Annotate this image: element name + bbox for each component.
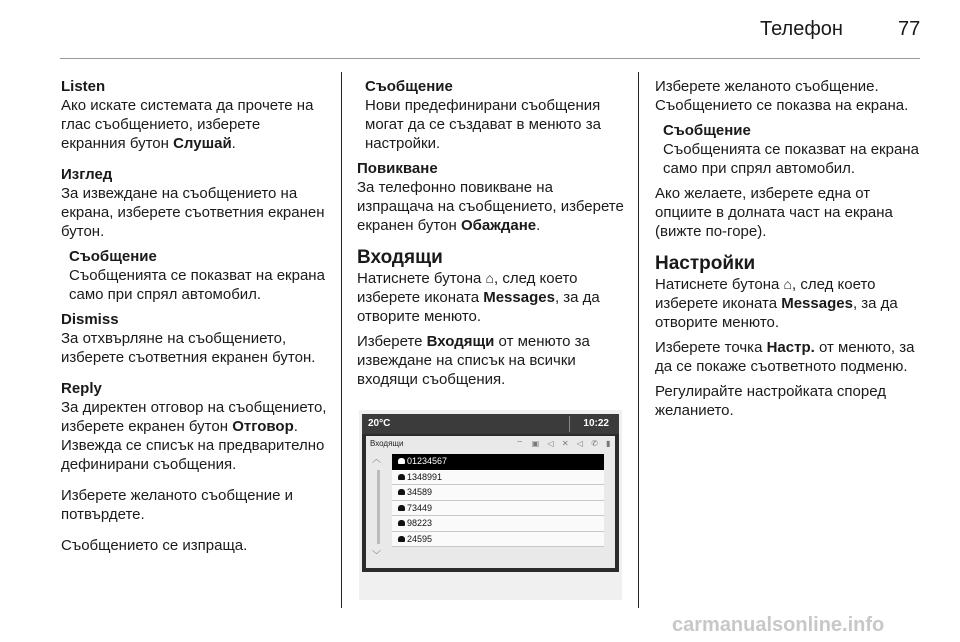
- note-box-3: [655, 121, 925, 178]
- call-text: За телефонно повикване на изпращача на съобщението, изберете екранен бутон Обаждане.: [357, 179, 624, 234]
- message-list: [392, 454, 604, 547]
- settings-p1: Натиснете бутона ⌂, след което изберете иконата Messages, за да отворите менюто.: [655, 276, 898, 331]
- listen-title: Listen: [61, 78, 106, 95]
- message-icon: [398, 474, 405, 480]
- message-icon: [398, 458, 405, 464]
- column-divider-1: [341, 72, 342, 608]
- inbox-screen-image: [359, 410, 622, 600]
- list-item: 1348991: [392, 470, 604, 486]
- list-item: 98223: [392, 516, 604, 532]
- column-3: [655, 77, 925, 432]
- sent-text: Съобщението се изпраща.: [61, 537, 248, 554]
- message-icon: [398, 489, 405, 495]
- inbox-p1: Натиснете бутона ⌂, след което изберете иконата Messages, за да отворите менюто.: [357, 270, 600, 325]
- inbox-p2: Изберете Входящи от менюто за извеждане на списък на всички входящи съобщения.: [357, 333, 590, 388]
- reply-text: За директен отговор на съобщението, изберете екранен бутон Отговор. Извежда се списък на предварително дефинирани съобщения.: [61, 399, 327, 473]
- dismiss-title: Dismiss: [61, 311, 119, 328]
- watermark: carmanualsonline.info: [672, 614, 885, 636]
- dismiss-text: За отхвърляне на съобщението, изберете съответния екранен бутон.: [61, 330, 316, 366]
- note2-text: Нови предефинирани съобщения могат да се създават в менюто за настройки.: [365, 97, 601, 152]
- list-item: 73449: [392, 501, 604, 517]
- scroll-down-icon: ﹀: [372, 550, 382, 560]
- screen-body: [366, 436, 615, 568]
- scrollbar: [377, 470, 380, 544]
- note3-text: Съобщенията се показват на екрана само при спрял автомобил.: [663, 141, 919, 177]
- settings-heading: Настройки: [655, 253, 756, 274]
- note2-title: Съобщение: [365, 78, 453, 95]
- view-text: За извеждане на съобщението на екрана, изберете съответния екранен бутон.: [61, 185, 325, 240]
- settings-p2: Изберете точка Настр. от менюто, за да се покаже съответното подменю.: [655, 339, 915, 375]
- note3-title: Съобщение: [663, 122, 751, 139]
- list-item: 34589: [392, 485, 604, 501]
- scroll-up-icon: ︿: [372, 454, 382, 464]
- message-icon: [398, 505, 405, 511]
- col3-p2: Ако желаете, изберете една от опциите в долната част на екрана (вижте по-горе).: [655, 185, 893, 240]
- status-icons: ⌔ ▣ ◁ ✕ ◁ ✆ ▮: [516, 439, 614, 448]
- message-icon: [398, 536, 405, 542]
- call-title: Повикване: [357, 160, 438, 177]
- status-separator: [569, 416, 570, 432]
- column-divider-2: [638, 72, 639, 608]
- screen-frame: [362, 414, 619, 572]
- note1-title: Съобщение: [69, 248, 157, 265]
- header-rule: [60, 58, 920, 59]
- settings-p3: Регулирайте настройката според желанието.: [655, 383, 886, 419]
- note-box-1: [61, 247, 327, 304]
- listen-text: Ако искате системата да прочете на глас съобщението, изберете екранния бутон Слушай.: [61, 97, 314, 152]
- column-2: [357, 77, 629, 401]
- home-icon: ⌂: [485, 270, 495, 286]
- screen-time: 10:22: [583, 418, 609, 429]
- view-title: Изглед: [61, 166, 113, 183]
- screen-status-bar: [362, 414, 619, 434]
- screen-temperature: 20°C: [368, 418, 391, 429]
- col3-p1: Изберете желаното съобщение. Съобщението се показва на екрана.: [655, 78, 909, 114]
- page-title: Телефон: [760, 18, 843, 40]
- list-item: 01234567: [392, 454, 604, 470]
- select-text: Изберете желаното съобщение и потвърдете.: [61, 487, 294, 523]
- message-icon: [398, 520, 405, 526]
- note-box-2: [357, 77, 629, 153]
- note1-text: Съобщенията се показват на екрана само при спрял автомобил.: [69, 267, 325, 303]
- screen-label: Входящи: [370, 439, 404, 448]
- page-number: 77: [898, 18, 921, 40]
- list-item: 24595: [392, 532, 604, 548]
- home-icon: ⌂: [783, 276, 793, 292]
- reply-title: Reply: [61, 380, 102, 397]
- column-1: [61, 77, 327, 567]
- inbox-heading: Входящи: [357, 247, 443, 268]
